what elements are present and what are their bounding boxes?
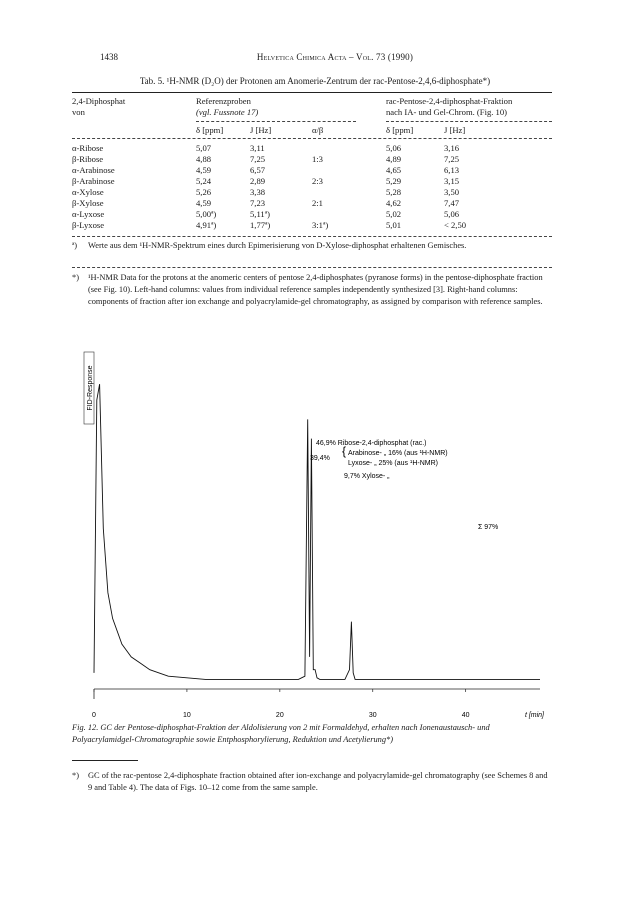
table-cell-j2: 7,25 xyxy=(444,154,460,164)
footnote-a-text: Werte aus dem ¹H-NMR-Spektrum eines durch Epimerisierung von D-Xylose-diphosphat erhaltenen Gemisches. xyxy=(88,241,467,250)
x-tick-label: 0 xyxy=(92,712,96,719)
footnote-rule xyxy=(72,267,552,268)
table-cell-j1: 5,11ª) xyxy=(250,209,270,219)
journal-title: Helvetica Chimica Acta – Vol. 73 (1990) xyxy=(256,52,414,62)
table-cell-d2: 4,65 xyxy=(386,165,402,175)
x-ticks xyxy=(92,689,470,719)
table-cell-name: α-Arabinose xyxy=(72,165,115,175)
footnote-star-mark: *) xyxy=(72,273,79,282)
caption-rule xyxy=(72,760,138,761)
rac-subrule xyxy=(386,121,552,122)
table-caption: Tab. 5. ¹H-NMR (D₂O) der Protonen am Anomerie-Zentrum der rac-Pentose-2,4,6-diphosphate*) xyxy=(139,76,491,86)
y-axis-label: FID-Response xyxy=(87,365,94,411)
table-cell-d2: 5,02 xyxy=(386,209,402,219)
sub-delta-rac: δ [ppm] xyxy=(386,125,414,135)
table-cell-j1: 7,23 xyxy=(250,198,266,208)
table-cell-name: α-Xylose xyxy=(72,187,104,197)
table-cell-d1: 4,59 xyxy=(196,198,212,208)
footnote-star xyxy=(72,272,552,308)
table-cell-d2: 5,29 xyxy=(386,176,402,186)
table-cell-d2: 5,01 xyxy=(386,220,402,230)
table-cell-j2: 3,15 xyxy=(444,176,460,186)
table-cell-j1: 3,11 xyxy=(250,143,265,153)
table-cell-name: β-Ribose xyxy=(72,154,104,164)
col-header-ref: Referenzproben xyxy=(196,96,251,106)
page-number: 1438 xyxy=(100,52,118,62)
footnote-a xyxy=(72,240,552,252)
x-tick-label: 10 xyxy=(183,712,191,719)
table-cell-j2: 3,50 xyxy=(444,187,460,197)
col-header-von: von xyxy=(72,107,85,117)
table-cell-d1: 4,59 xyxy=(196,165,212,175)
table-cell-d1: 5,26 xyxy=(196,187,212,197)
x-tick-label: 40 xyxy=(461,712,470,719)
sub-alpha-beta: α/β xyxy=(312,125,324,135)
annotation-sum: Σ 97% xyxy=(478,524,499,531)
x-unit-label: t [min] xyxy=(524,712,544,719)
table-cell-d1: 4,91ª) xyxy=(196,220,217,230)
table-cell-j2: 6,13 xyxy=(444,165,460,175)
table-cell-j1: 1,77ª) xyxy=(250,220,271,230)
header-rule xyxy=(72,138,552,139)
table-cell-j2: < 2,50 xyxy=(444,220,467,230)
annotation-xylose: 9,7% Xylose- „ xyxy=(344,473,390,480)
bottom-footnote-text: GC of the rac-pentose 2,4-diphosphate fraction obtained after ion-exchange and polyacrylamide-gel chromatography (see Schemes 8 and 9 and Table 4). The data of Figs. 10–12 come from the same sample. xyxy=(88,771,548,792)
table-cell-d1: 4,88 xyxy=(196,154,212,164)
table-cell-d2: 4,89 xyxy=(386,154,402,164)
table-cell-d2: 4,62 xyxy=(386,198,402,208)
figure-caption: Fig. 12. GC der Pentose-diphosphat-Fraktion der Aldolisierung von 2 mit Formaldehyd, erhalten nach Ionenaustausch- und Polyacrylamidgel-Chromatographie sowie Entphosphorylierung, Reduktion und Acetylierung*) xyxy=(72,723,490,744)
ratio-arabinose: 2:3 xyxy=(312,176,323,186)
col-header-rac-note: nach IA- und Gel-Chrom. (Fig. 10) xyxy=(386,107,508,117)
sub-j-rac: J [Hz] xyxy=(444,125,466,135)
x-tick-label: 20 xyxy=(275,712,284,719)
ratio-lyxose: 3:1ª) xyxy=(312,220,329,230)
footnote-star-text: ¹H-NMR Data for the protons at the anomeric centers of pentose 2,4-diphosphates (pyranose forms) in the pentose-diphosphate fraction (see Fig. 10). Left-hand columns: values from individual reference samples independently synthesized [3]. Right-hand columns: components of fraction after ion exchange and polyacrylamide-gel chromatography, as assigned by comparison with reference samples. xyxy=(88,273,543,306)
gc-chromatogram xyxy=(80,350,560,720)
chromatogram-trace xyxy=(94,384,540,679)
table-cell-name: β-Xylose xyxy=(72,198,104,208)
table-cell-j2: 7,47 xyxy=(444,198,460,208)
annotation-percent: 39,4% xyxy=(310,455,330,462)
table-cell-name: α-Lyxose xyxy=(72,209,105,219)
col-header-rac: rac-Pentose-2,4-diphosphat-Fraktion xyxy=(386,96,513,106)
sub-delta: δ [ppm] xyxy=(196,125,224,135)
sub-j: J [Hz] xyxy=(250,125,272,135)
col-header-diphosphat: 2,4-Diphosphat xyxy=(72,96,126,106)
table-cell-d1: 5,24 xyxy=(196,176,212,186)
table-cell-j2: 5,06 xyxy=(444,209,460,219)
table-cell-d1: 5,07 xyxy=(196,143,212,153)
table-cell-name: β-Lyxose xyxy=(72,220,105,230)
brace: { xyxy=(342,444,347,458)
bottom-footnote-mark: *) xyxy=(72,771,79,780)
table-cell-j1: 3,38 xyxy=(250,187,266,197)
table-cell-j1: 2,89 xyxy=(250,176,266,186)
table-cell-name: α-Ribose xyxy=(72,143,104,153)
col-header-ref-note: (vgl. Fussnote 17) xyxy=(196,107,259,117)
table-cell-j2: 3,16 xyxy=(444,143,460,153)
annotation-lyxose: Lyxose- „ 25% (aus ¹H-NMR) xyxy=(348,460,438,467)
bottom-footnote xyxy=(72,770,552,794)
table-cell-j1: 6,57 xyxy=(250,165,266,175)
table-cell-name: β-Arabinose xyxy=(72,176,115,186)
ratio-ribose: 1:3 xyxy=(312,154,323,164)
table-cell-d2: 5,28 xyxy=(386,187,402,197)
table-cell-j1: 7,25 xyxy=(250,154,266,164)
table-cell-d1: 5,00ª) xyxy=(196,209,217,219)
nmr-table xyxy=(72,92,552,262)
annotation-ribose: 46,9% Ribose-2,4-diphosphat (rac.) xyxy=(316,440,427,447)
x-tick-label: 30 xyxy=(368,712,377,719)
ref-subrule xyxy=(196,121,356,122)
annotation-arabinose: Arabinose- „ 16% (aus ¹H-NMR) xyxy=(348,450,448,457)
table-cell-d2: 5,06 xyxy=(386,143,402,153)
table-bottom-rule xyxy=(72,236,552,237)
footnote-a-mark: ª) xyxy=(72,241,78,250)
ratio-xylose: 2:1 xyxy=(312,198,323,208)
table-top-rule xyxy=(72,92,552,93)
